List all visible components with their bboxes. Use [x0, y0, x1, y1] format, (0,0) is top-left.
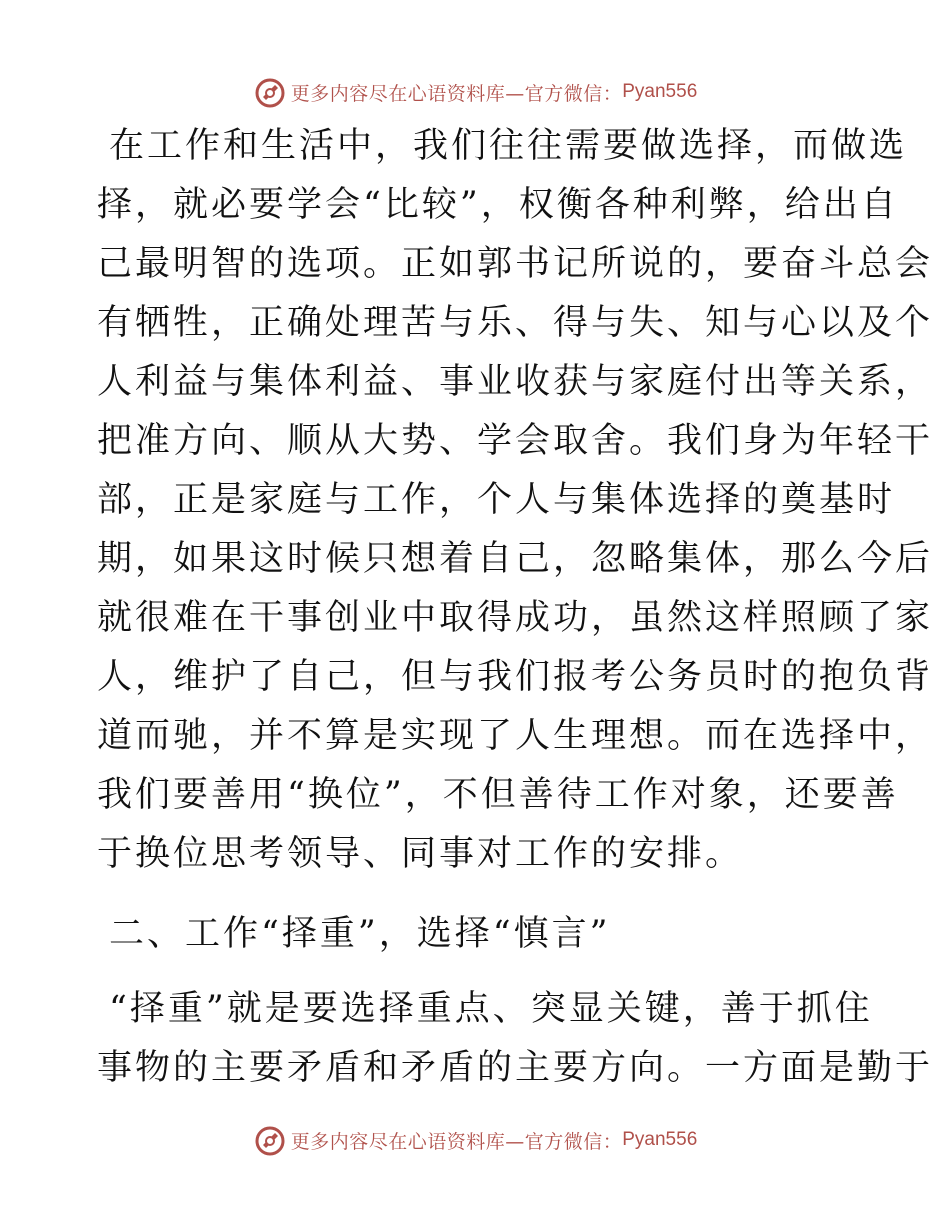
- seal-logo-icon: [253, 1123, 287, 1157]
- text-line: 把准方向、顺从大势、学会取舍。我们身为年轻干: [97, 421, 934, 461]
- footer-watermark: [0, 1120, 950, 1160]
- text-line: 就很难在干事创业中取得成功，虽然这样照顾了家: [97, 598, 934, 638]
- text-line: 我们要善用“换位”，不但善待工作对象，还要善: [97, 775, 899, 815]
- section-heading: 二、工作“择重”，选择“慎言”: [109, 914, 611, 954]
- watermark-text: 更多内容尽在心语资料库—官方微信：: [290, 82, 623, 105]
- paragraph-2: [97, 980, 934, 1098]
- text-line: 择，就必要学会“比较”，权衡各种利弊，给出自: [97, 185, 899, 225]
- watermark-wechat-id: Pyan556: [622, 1129, 698, 1150]
- watermark-text: 更多内容尽在心语资料库—官方微信：: [290, 1130, 623, 1153]
- text-line: 道而驰，并不算是实现了人生理想。而在选择中，: [97, 716, 934, 756]
- text-line: 事物的主要矛盾和矛盾的主要方向。一方面是勤于: [97, 1048, 934, 1088]
- text-line: 有牺牲，正确处理苦与乐、得与失、知与心以及个: [97, 303, 934, 343]
- text-line: 己最明智的选项。正如郭书记所说的，要奋斗总会: [97, 244, 934, 284]
- text-line: 部，正是家庭与工作，个人与集体选择的奠基时: [97, 480, 896, 520]
- text-line: “择重”就是要选择重点、突显关键，善于抓住: [109, 989, 873, 1029]
- watermark-wechat-id: Pyan556: [622, 81, 698, 102]
- paragraph-1: [97, 117, 934, 884]
- text-line: 于换位思考领导、同事对工作的安排。: [97, 834, 744, 874]
- text-line: 人，维护了自己，但与我们报考公务员时的抱负背: [97, 657, 934, 697]
- seal-logo-icon: [253, 75, 287, 109]
- document-body: [97, 117, 934, 1098]
- text-line: 人利益与集体利益、事业收获与家庭付出等关系，: [97, 362, 934, 402]
- text-line: 期，如果这时候只想着自己，忽略集体，那么今后: [97, 539, 934, 579]
- text-line: 在工作和生活中，我们往往需要做选择，而做选: [109, 126, 908, 166]
- header-watermark: [0, 72, 950, 112]
